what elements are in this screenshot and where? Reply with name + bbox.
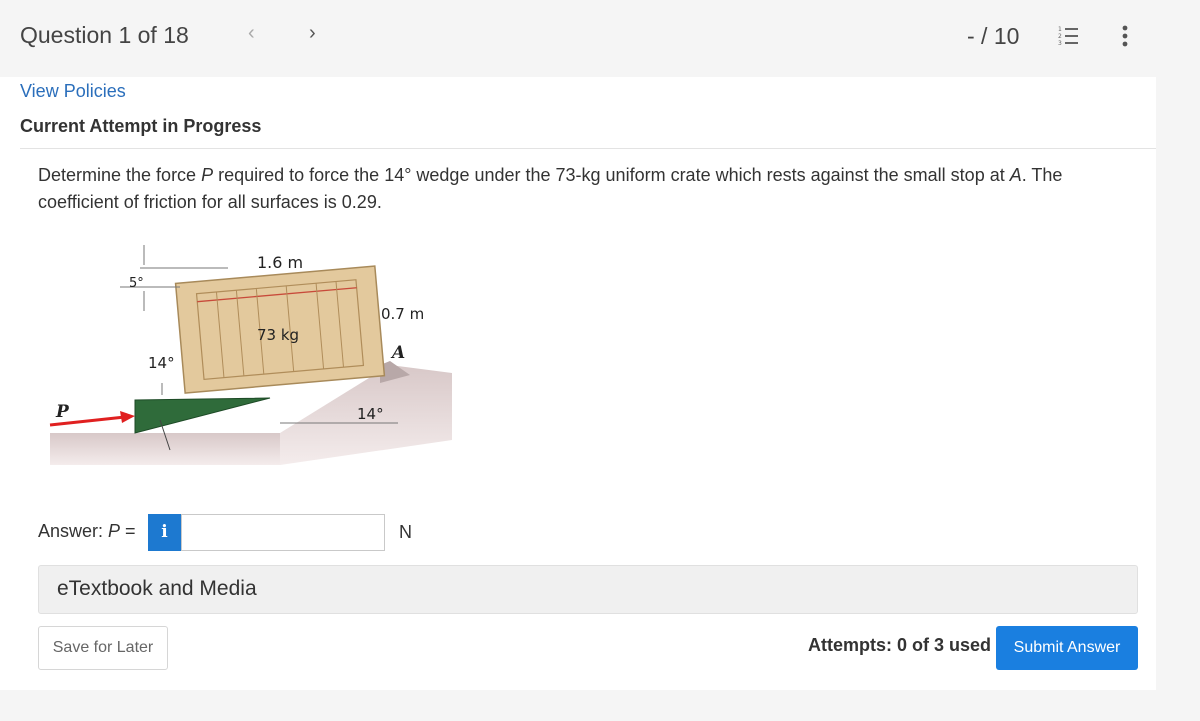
info-icon[interactable]: i bbox=[148, 514, 181, 551]
question-text-part: Determine the force bbox=[38, 165, 202, 185]
floor-ground bbox=[50, 433, 280, 465]
question-text bbox=[38, 162, 1118, 216]
view-policies-link[interactable]: View Policies bbox=[20, 81, 126, 101]
answer-label-prefix: Answer: bbox=[38, 521, 109, 541]
problem-figure bbox=[40, 235, 470, 475]
question-text-part: required to force the 14° wedge under the 73-kg uniform crate which rests against the small stop at bbox=[213, 165, 1010, 185]
score-display: - / 10 bbox=[967, 23, 1020, 49]
label-mass: 73 kg bbox=[257, 326, 300, 344]
answer-label-suffix: = bbox=[120, 521, 136, 541]
force-arrowhead bbox=[120, 411, 135, 423]
label-top-angle: 5° bbox=[129, 276, 144, 291]
label-height: 0.7 m bbox=[381, 305, 425, 323]
question-text-part: . The coefficient of friction for all surfaces is 0.29. bbox=[38, 165, 1063, 212]
svg-text:3: 3 bbox=[1058, 40, 1062, 47]
answer-unit: N bbox=[399, 522, 412, 542]
more-options-icon[interactable] bbox=[1120, 24, 1130, 48]
wedge bbox=[135, 398, 270, 433]
label-width: 1.6 m bbox=[257, 253, 304, 272]
label-force-p: P bbox=[56, 402, 69, 422]
svg-text:1: 1 bbox=[1058, 26, 1062, 33]
attempts-counter: Attempts: 0 of 3 used bbox=[808, 635, 992, 655]
label-slope-angle: 14° bbox=[357, 405, 384, 423]
answer-label-var: P bbox=[108, 521, 121, 541]
question-var-p: P bbox=[201, 165, 214, 185]
label-wedge-angle: 14° bbox=[148, 354, 175, 372]
divider bbox=[20, 148, 1156, 149]
next-question-icon[interactable]: › bbox=[309, 22, 316, 44]
submit-answer-button[interactable]: Submit Answer bbox=[996, 626, 1138, 670]
attempt-heading: Current Attempt in Progress bbox=[20, 116, 262, 136]
answer-label bbox=[38, 521, 136, 542]
save-for-later-button[interactable]: Save for Later bbox=[38, 626, 168, 670]
question-counter: Question 1 of 18 bbox=[20, 22, 189, 48]
etextbook-media-section[interactable]: eTextbook and Media bbox=[38, 565, 1138, 614]
previous-question-icon[interactable]: ‹ bbox=[248, 22, 255, 44]
svg-text:2: 2 bbox=[1058, 33, 1062, 40]
numbered-list-icon[interactable] bbox=[1057, 25, 1079, 47]
question-var-a: A bbox=[1009, 165, 1022, 185]
top-bar bbox=[0, 0, 1200, 77]
answer-input[interactable] bbox=[181, 514, 385, 551]
label-stop-a: A bbox=[392, 343, 406, 363]
